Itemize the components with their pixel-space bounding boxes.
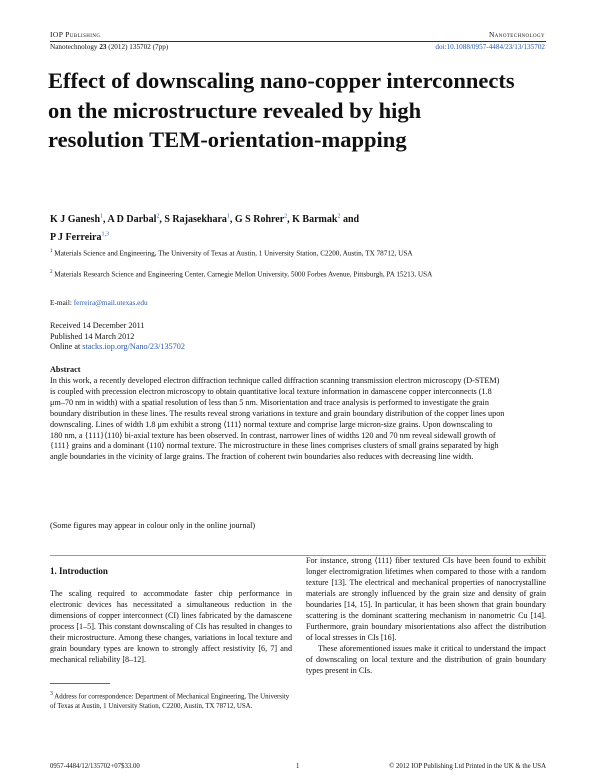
author-list [50,210,520,245]
page-number: 1 [296,763,300,770]
citation: Nanotechnology 23 (2012) 135702 (7pp) [50,43,169,51]
footnote: $^3$ Address for correspondence: Department of Mechanical Engineering, The University of Texas at Austin, 1 University Station, C2200, Austin, TX 78712, USA. [50,691,290,710]
intro-right-column [306,555,546,677]
author: G S Rohrer$^2$, [234,214,293,226]
footnote-divider [50,683,110,684]
colour-note: (Some figures may appear in colour only in the online journal) [50,521,256,530]
paper-title: Effect of downscaling nano-copper interconnects on the microstructure revealed by high resolution TEM-orientation-mapping [48,68,515,152]
affiliation: $^1$ Materials Science and Engineering, The University of Texas at Austin, 1 University Station, C2200, Austin, TX 78712, USA [50,249,413,258]
affiliation: $^2$ Materials Research Science and Engineering Center, Carnegie Mellon University, 5000 Forbes Avenue, Pittsburgh, PA 15213, USA [50,270,433,279]
publisher-label: IOP Publishing [50,30,101,39]
copyright: © 2012 IOP Publishing Ltd Printed in the UK & the USA [389,763,546,770]
abstract-body: In this work, a recently developed electron diffraction technique called diffraction scanning transmission electron microscopy (D-STEM) is coupled with precession electron microscopy to obtain quantitative local texture information in damascene copper interconnects (1.8 μm–70 nm in width) with a spatial resolution of less than 5 nm. Misorientation and trace analysis is performed to investigate the grain boundary distribution in these lines. The results reveal strong variations in texture and grain boundary distribution of the copper lines upon downscaling. Lines of width 1.8 μm exhibit a strong ⟨111⟩ normal texture and comprise large micron-size grains. Upon downscaling to 180 nm, a {111}⟨110⟩ bi-axial texture has been observed. In contrast, narrower lines of widths 120 and 70 nm reveal sidewall growth of {111} grains and a dominant ⟨110⟩ normal texture. The microstructure in these lines comprises clusters of small grains separated by high angle boundaries in the vicinity of large grains. The fraction of coherent twin boundaries also reduces with decreasing line width. [50,376,505,462]
email-link[interactable]: ferreira@mail.utexas.edu [73,298,148,307]
header-divider [50,41,546,42]
doi-link[interactable]: doi:10.1088/0957-4484/23/13/135702 [435,43,545,51]
journal-label: Nanotechnology [488,30,545,39]
publication-dates [50,321,185,353]
published-date: Published 14 March 2012 [50,331,135,341]
received-date: Received 14 December 2011 [50,321,145,330]
author: A D Darbal$^2$, [107,214,165,226]
section-heading: 1. Introduction [50,566,108,576]
email-line: E-mail: ferreira@mail.utexas.edu [50,298,148,307]
author: P J Ferreira$^{1,3}$ [50,231,109,243]
online-line: Online at stacks.iop.org/Nano/23/135702 [50,342,185,351]
author: K Barmak$^2$ and [292,214,360,226]
author: S Rajasekhara$^1$, [164,214,235,226]
intro-paragraph: These aforementioned issues make it critical to understand the impact of downscaling on local texture and the distribution of grain boundary types present in CIs. [306,644,546,676]
online-link[interactable]: stacks.iop.org/Nano/23/135702 [82,342,185,351]
intro-paragraph: For instance, strong ⟨111⟩ fiber textured CIs have been found to exhibit longer electromigration lifetimes when compared to those with a random texture [13]. The electrical and mechanical properties of nanocrystalline materials are strongly influenced by the grain size and density of grain boundaries [14, 15]. In particular, it has been shown that grain boundary scattering is the dominant scattering mechanism in nanometric Cu [14]. Furthermore, grain boundary misorientations also affect the distribution of local stresses in CIs [16]. [306,556,546,643]
issn-code: 0957-4484/12/135702+07$33.00 [50,763,140,770]
abstract-heading: Abstract [50,365,81,374]
author: K J Ganesh$^1$, [50,214,108,226]
intro-left-column: The scaling required to accommodate faster chip performance in electronic devices has necessitated a simultaneous reduction in the dimensions of copper interconnect (CI) lines fabricated by the damascene process [1–5]. This constant downscaling of CIs has resulted in changes to their microstructure. Among these changes, variations in local texture and grain boundary types are known to strongly affect resistivity [6, 7] and mechanical reliability [8–12]. [50,589,292,665]
